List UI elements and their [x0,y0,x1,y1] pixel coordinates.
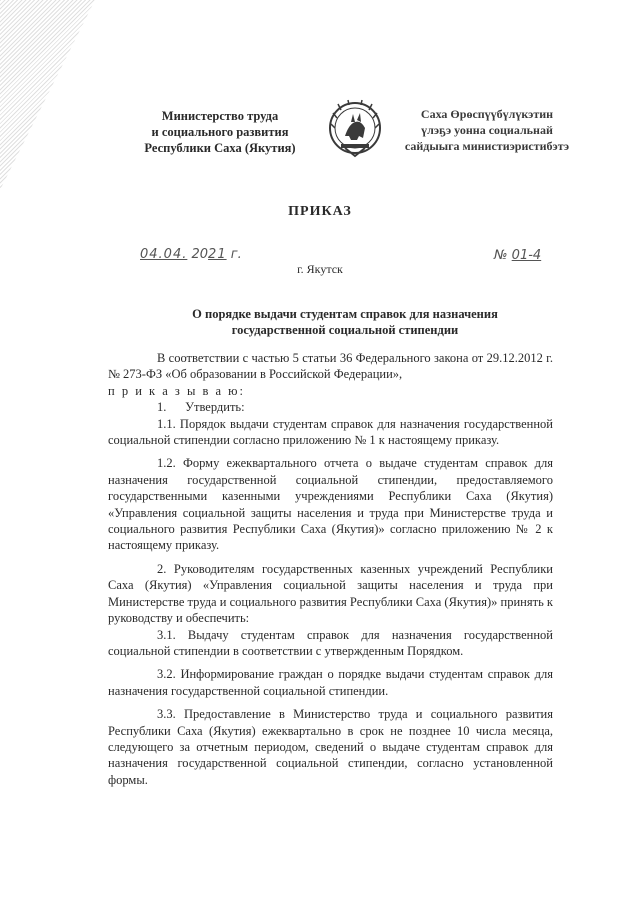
order-verb: п р и к а з ы в а ю: [108,383,245,398]
handwritten-date: 04.04. [140,247,188,262]
handwritten-number: 01-4 [511,248,542,263]
ministry-name-line: и социального развития [151,125,289,139]
coat-of-arms-emblem-icon [327,98,383,160]
clause-3-2: 3.2. Информирование граждан о порядке выдачи студентам справок для назначения государственной социальной стипендии. [108,667,553,698]
subject-line: государственной социальной стипендии [231,323,459,337]
clause-1-1: 1.1. Порядок выдачи студентам справок для назначения государственной социальной стипендии согласно приложению № 1 к настоящему приказу. [108,416,553,448]
order-number [494,248,541,263]
document-title: ПРИКАЗ [288,204,352,219]
ministry-name-line: Саха Өрөспүүбүлүкэтин [420,107,554,121]
ministry-name-line: Министерство труда [161,109,279,123]
clause-3-3: 3.3. Предоставление в Министерство труда и социального развития Республики Саха (Якутия) ежеквартально в срок не позднее 10 числа месяца, следующего за отчетным периодом, сведений о выдаче студентам справок для назначения государственной социальной стипендии, согласно установленной формы. [108,707,553,787]
handwritten-year: 21 [208,247,227,262]
number-sign: № [494,248,508,263]
ministry-name-line: Республики Саха (Якутия) [144,141,296,155]
year-prefix: 20 [191,247,209,262]
subject-line: О порядке выдачи студентам справок для назначения [192,307,498,321]
order-body [108,350,553,788]
ministry-name-yakut [392,106,582,154]
order-subject [150,306,540,338]
order-date [140,247,242,262]
clause-1-2: 1.2. Форму ежеквартального отчета о выдаче студентам справок для назначения государственной социальной стипендии, предоставляемого государственными казенными учреждениями Республики Саха (Якутия) «Управления социальной защиты населения и труда при Министерстве труда и социального развития Республики Саха (Якутия)» согласно приложению № 2 к настоящему приказу. [108,456,553,553]
clause-2: 2. Руководителям государственных казенных учреждений Республики Саха (Якутия) «Управления социальной защиты населения и труда при Министерстве труда и социального развития Республики Саха (Якутия)» принять к руководству и обеспечить: [108,561,553,626]
ministry-name-line: үлэҕэ уонна социальнай [421,123,553,137]
clause-3-1: 3.1. Выдачу студентам справок для назначения государственной социальной стипендии в соответствии с утвержденным Порядком. [108,627,553,658]
letterhead [0,98,640,168]
place-of-issue: г. Якутск [297,262,343,276]
clause-1: 1. Утвердить: [157,400,245,415]
ministry-name-russian [130,108,310,156]
year-suffix: г. [230,247,242,262]
ministry-name-line: сайдыыга министиэристибэтэ [404,139,570,153]
preamble-paragraph: В соответствии с частью 5 статьи 36 Федерального закона от 29.12.2012 г. № 273-ФЗ «Об образовании в Российской Федерации», [108,351,553,382]
